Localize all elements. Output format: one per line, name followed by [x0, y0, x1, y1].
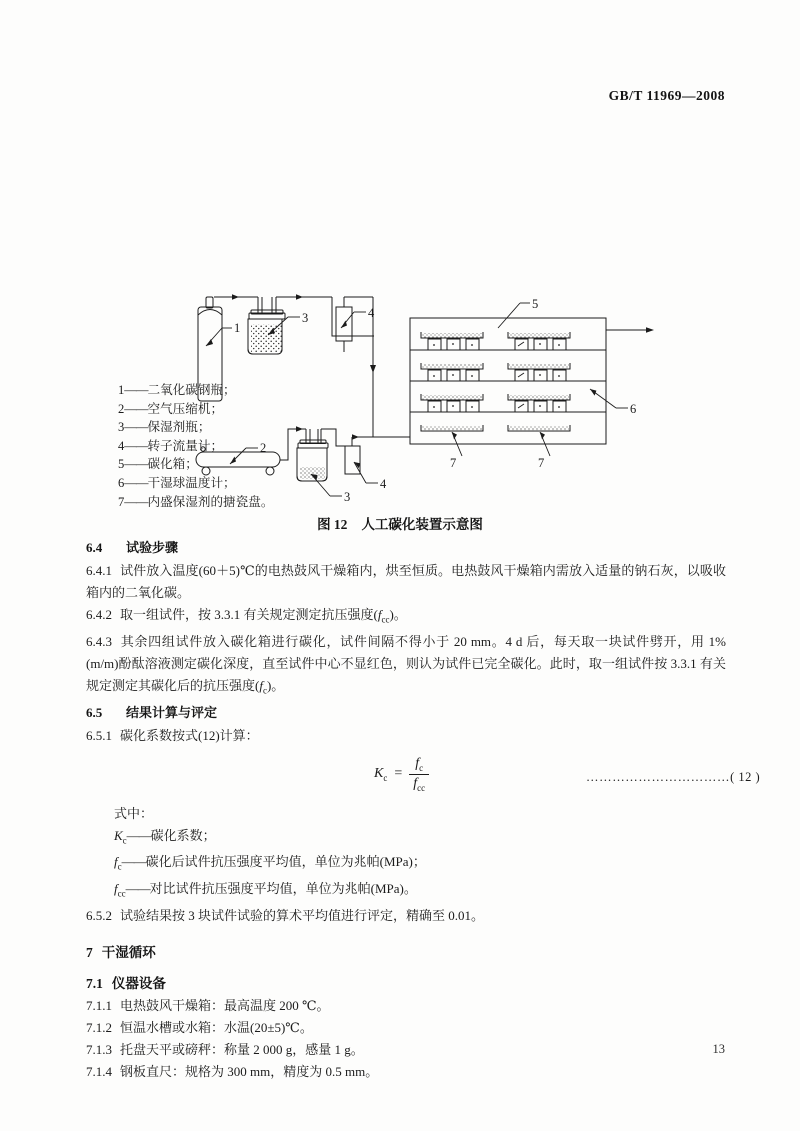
callout-1: 1 [234, 321, 241, 335]
where-symbol-base: f [114, 881, 118, 897]
clause-number: 6.4.2 [86, 606, 112, 622]
clause-text-a: 其余四组试件放入碳化箱进行碳化，试件间隔不得小于 20 mm。4 d 后，每天取一块试件劈开，用 1%(m/m)酚酞溶液测定碳化深度，直至试件中心不显红色，则认为试件已完全碳化。此时，取一组试件按 3.3.1 有关规定测定其碳化后的抗压强度( [86, 634, 726, 693]
formula-leader-dots-and-number [586, 770, 760, 785]
shelf-row-2 [421, 363, 570, 381]
page-number: 13 [712, 1042, 725, 1056]
clause-6-5-heading [86, 702, 726, 723]
where-label: 式中： [114, 805, 154, 821]
where-symbol-subscript: c [117, 862, 122, 873]
clause-text: 试验结果按 3 块试件试验的算术平均值进行评定，精确至 0.01。 [120, 907, 485, 923]
legend-text: 转子流量计； [147, 438, 224, 453]
formula-lhs [374, 766, 387, 783]
formula-denominator [409, 774, 429, 793]
legend-text: 干湿球温度计； [147, 475, 236, 490]
clause-title: 仪器设备 [111, 975, 166, 991]
numerator-subscript: c [419, 762, 424, 773]
legend-number: 5 [118, 457, 125, 472]
where-symbol [114, 881, 126, 899]
callout-6: 6 [630, 402, 637, 416]
callout-4-upper: 4 [368, 306, 375, 320]
callout-4-lower: 4 [380, 477, 387, 491]
symbol-fc [259, 677, 267, 696]
legend-item-6 [118, 474, 538, 493]
where-symbol [114, 827, 127, 846]
legend-item-2 [118, 400, 538, 419]
symbol-subscript: cc [381, 614, 390, 625]
clause-6-4-3 [86, 631, 726, 701]
figure-caption-label: 图 12 [317, 517, 348, 532]
where-dash: —— [125, 881, 150, 897]
where-symbol-base: K [114, 827, 123, 843]
legend-dash: —— [124, 420, 148, 435]
clause-number: 7.1.1 [86, 997, 112, 1013]
clause-6-4-2 [86, 604, 726, 631]
denominator-base: f [413, 775, 418, 791]
legend-item-7 [118, 493, 538, 512]
figure-caption-title: 人工碳化装置示意图 [361, 517, 483, 532]
clause-number: 7.1.3 [86, 1041, 112, 1057]
figure-legend-list [118, 381, 538, 511]
formula-12-row [86, 754, 761, 800]
clause-title: 结果计算与评定 [126, 705, 218, 721]
section-number: 7 [86, 944, 93, 960]
where-item-fc [114, 851, 726, 878]
legend-number: 1 [118, 383, 125, 397]
legend-item-3 [118, 418, 538, 437]
clause-number: 6.5.1 [86, 728, 112, 744]
clause-6-5-2 [86, 905, 726, 927]
legend-dash: —— [124, 438, 148, 453]
legend-number: 2 [118, 401, 125, 416]
where-text: 碳化后试件抗压强度平均值，单位为兆帕(MPa)； [145, 854, 426, 870]
symbol-base: f [259, 677, 263, 693]
tray-group-left-2 [421, 363, 483, 381]
legend-dash: —— [124, 457, 148, 472]
clause-number: 7.1 [86, 975, 103, 991]
tray-group-right-2 [508, 363, 570, 381]
where-dash: —— [121, 854, 146, 870]
legend-number: 7 [118, 494, 125, 509]
legend-item-5 [118, 455, 538, 474]
clause-6-4-1 [86, 560, 726, 603]
clause-6-5-1 [86, 725, 726, 747]
where-text: 对比试件抗压强度平均值，单位为兆帕(MPa)。 [149, 881, 417, 897]
clause-text: 碳化系数按式(12)计算： [120, 728, 259, 744]
legend-item-1 [118, 381, 538, 400]
clause-7-1-2 [86, 1017, 726, 1039]
standard-number-header: GB/T 11969—2008 [608, 88, 725, 103]
callout-7-right: 7 [538, 456, 545, 470]
legend-number: 4 [118, 438, 125, 453]
callout-5: 5 [532, 297, 539, 311]
clause-text: 托盘天平或磅秤：称量 2 000 g，感量 1 g。 [120, 1041, 364, 1057]
numerator-base: f [415, 755, 420, 771]
formula-number: ( 12 ) [730, 769, 761, 784]
legend-text: 碳化箱； [147, 457, 198, 472]
where-symbol-base: f [114, 854, 118, 870]
document-body [86, 537, 761, 1083]
clause-text-b: )。 [389, 606, 407, 622]
symbol-subscript: c [262, 685, 267, 696]
clause-6-4-heading [86, 537, 726, 558]
where-item-kc [114, 825, 726, 852]
clause-number: 6.5.2 [86, 907, 112, 923]
clause-text: 电热鼓风干燥箱：最高温度 200 ℃。 [120, 997, 330, 1013]
where-text: 碳化系数； [150, 827, 216, 843]
section-title: 干湿循环 [101, 944, 156, 960]
legend-number: 6 [118, 475, 125, 490]
formula-lhs-base: K [374, 765, 384, 781]
humidifier-bottle-upper-graphic [248, 297, 285, 354]
where-block [114, 803, 726, 905]
clause-number: 6.4 [86, 540, 103, 555]
clause-text: 钢板直尺：规格为 300 mm，精度为 0.5 mm。 [120, 1064, 379, 1079]
formula-dots: …………………………… [586, 769, 731, 784]
symbol-base: f [377, 606, 382, 622]
clause-text: 恒温水槽或水箱：水温(20±5)℃。 [120, 1019, 313, 1035]
callout-3-lower: 3 [344, 490, 351, 504]
shelf-row-1 [421, 332, 570, 350]
legend-dash: —— [124, 494, 148, 509]
clause-number: 6.4.1 [86, 563, 112, 578]
clause-text: 试件放入温度(60＋5)℃的电热鼓风干燥箱内，烘至恒质。电热鼓风干燥箱内需放入适量的钠石灰，以吸收箱内的二氧化碳。 [86, 563, 726, 600]
symbol-fcc [377, 606, 390, 625]
formula-12 [374, 756, 429, 793]
denominator-subscript: cc [417, 782, 426, 793]
legend-dash: —— [124, 383, 148, 397]
clause-7-1-1 [86, 995, 726, 1017]
clause-7-1-3 [86, 1039, 726, 1061]
legend-text: 保湿剂瓶； [147, 420, 211, 435]
where-item-fcc [114, 878, 726, 905]
where-symbol-subscript: c [122, 835, 127, 846]
clause-number: 7.1.4 [86, 1064, 112, 1079]
clause-number: 6.4.3 [86, 634, 112, 650]
clause-title: 试验步骤 [126, 540, 179, 555]
clause-7-1-4 [86, 1061, 726, 1083]
legend-text: 二氧化碳钢瓶； [147, 383, 236, 397]
where-dash: —— [126, 827, 151, 843]
formula-numerator [411, 756, 427, 774]
clause-text-a: 取一组试件，按 3.3.1 有关规定测定抗压强度( [120, 606, 378, 622]
formula-fraction [409, 756, 429, 793]
legend-dash: —— [124, 401, 148, 416]
legend-number: 3 [118, 420, 125, 435]
tray-group-left-1 [421, 332, 483, 350]
figure-caption [0, 513, 800, 533]
clause-text-b: )。 [266, 677, 285, 693]
legend-dash: —— [124, 475, 148, 490]
formula-operator: = [394, 766, 403, 782]
callout-2: 2 [260, 441, 267, 455]
callout-7-left: 7 [450, 456, 457, 470]
clause-7-1-heading [86, 973, 726, 995]
section-7-heading [86, 942, 726, 964]
where-symbol-subscript: cc [117, 888, 126, 899]
clause-number: 6.5 [86, 705, 103, 721]
callout-3-upper: 3 [302, 311, 309, 325]
legend-item-4 [118, 437, 538, 456]
where-symbol [114, 854, 122, 873]
formula-lhs-subscript: c [383, 772, 388, 783]
tray-group-right-1 [508, 332, 570, 350]
legend-text: 内盛保湿剂的搪瓷盘。 [147, 494, 274, 509]
legend-text: 空气压缩机； [147, 401, 224, 416]
clause-number: 7.1.2 [86, 1019, 112, 1035]
